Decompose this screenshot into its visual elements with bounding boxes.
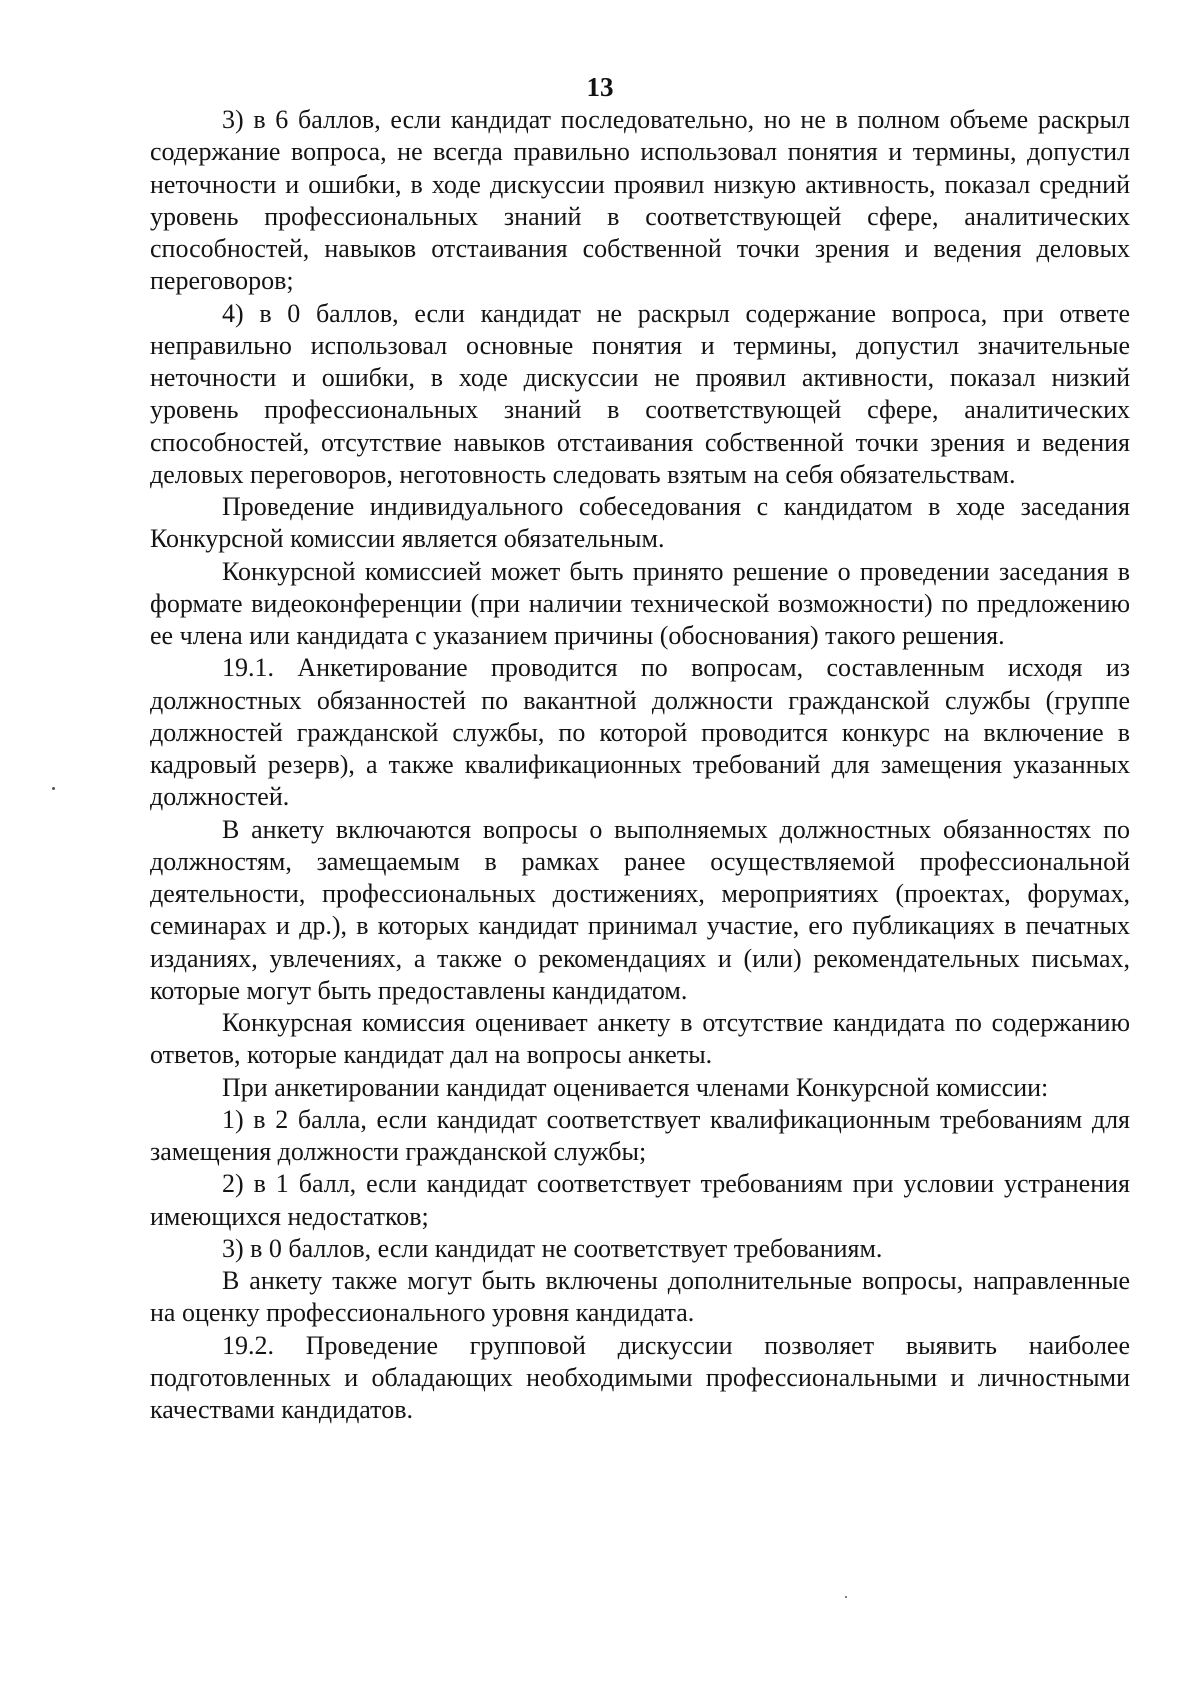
paragraph-criterion-6-points: 3) в 6 баллов, если кандидат последовательно, но не в полном объеме раскрыл содержание вопроса, не всегда правильно использовал понятия и термины, допустил неточности и ошибки, в ходе дискуссии проявил низкую активность, показал средний уровень профессиональных знаний в соответствующей сфере, аналитических способностей, навыков отстаивания собственной точки зрения и ведения деловых переговоров;: [150, 105, 1130, 296]
document-body: [150, 104, 1130, 1426]
paragraph-additional-questions: В анкету также могут быть включены дополнительные вопросы, направленные на оценку профессионального уровня кандидата.: [150, 1266, 1130, 1328]
paragraph-videoconference: Конкурсной комиссией может быть принято решение о проведении заседания в формате видеоконференции (при наличии технической возможности) по предложению ее члена или кандидата с указанием причины (обоснования) такого решения.: [150, 556, 1130, 650]
paragraph-criterion-0-points: 4) в 0 баллов, если кандидат не раскрыл содержание вопроса, при ответе неправильно использовал основные понятия и термины, допустил значительные неточности и ошибки, в ходе дискуссии не проявил активности, показал низкий уровень профессиональных знаний в соответствующей сфере, аналитических способностей, отсутствие навыков отстаивания собственной точки зрения и ведения деловых переговоров, неготовность следовать взятым на себя обязательствам.: [150, 298, 1130, 489]
scan-speck: [845, 1596, 847, 1598]
scan-speck: [52, 787, 55, 790]
paragraph-evaluation-intro: При анкетировании кандидат оценивается членами Конкурсной комиссии:: [222, 1072, 1049, 1102]
paragraph-interview-mandatory: Проведение индивидуального собеседования с кандидатом в ходе заседания Конкурсной комиссии является обязательным.: [150, 492, 1130, 554]
paragraph-19-1-questionnaire: 19.1. Анкетирование проводится по вопросам, составленным исходя из должностных обязанностей по вакантной должности гражданской службы (группе должностей гражданской службы, по которой проводится конкурс на включение в кадровый резерв), а также квалификационных требований для замещения указанных должностей.: [150, 653, 1130, 812]
paragraph-19-2-group-discussion: 19.2. Проведение групповой дискуссии позволяет выявить наиболее подготовленных и обладающих необходимыми профессиональными и личностными качествами кандидатов.: [150, 1330, 1130, 1424]
page-number: 13: [586, 72, 614, 102]
paragraph-score-2: 1) в 2 балла, если кандидат соответствует квалификационным требованиям для замещения должности гражданской службы;: [150, 1104, 1130, 1166]
paragraph-score-1: 2) в 1 балл, если кандидат соответствует требованиям при условии устранения имеющихся недостатков;: [150, 1169, 1130, 1231]
paragraph-questionnaire-evaluation: Конкурсная комиссия оценивает анкету в отсутствие кандидата по содержанию ответов, которые кандидат дал на вопросы анкеты.: [150, 1008, 1130, 1070]
paragraph-score-0: 3) в 0 баллов, если кандидат не соответствует требованиям.: [222, 1233, 883, 1263]
paragraph-questionnaire-contents: В анкету включаются вопросы о выполняемых должностных обязанностях по должностям, замещаемым в рамках ранее осуществляемой профессиональной деятельности, профессиональных достижениях, мероприятиях (проектах, форумах, семинарах и др.), в которых кандидат принимал участие, его публикациях в печатных изданиях, увлечениях, а также о рекомендациях и (или) рекомендательных письмах, которые могут быть предоставлены кандидатом.: [150, 814, 1130, 1005]
